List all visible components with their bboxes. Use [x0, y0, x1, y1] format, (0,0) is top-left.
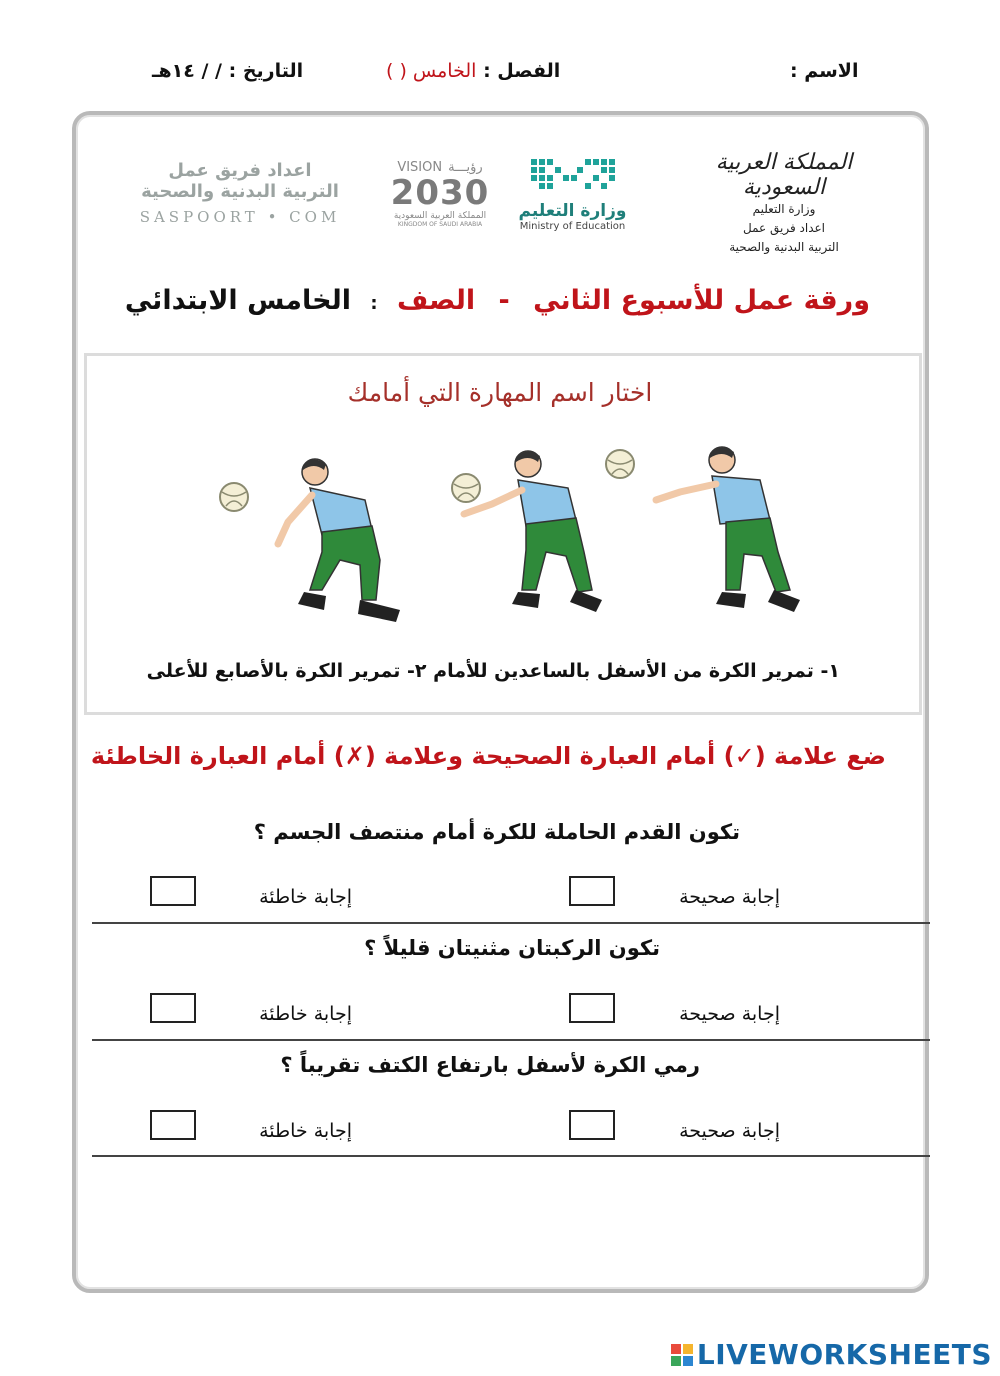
- title-dash: -: [498, 285, 510, 316]
- title-colon: :: [370, 293, 378, 314]
- volleyball-2-icon: [452, 474, 480, 502]
- question-3: رمي الكرة لأسفل بارتفاع الكتف تقريباً ؟: [280, 1053, 700, 1077]
- instruction-text: ضع علامة (✓) أمام العبارة الصحيحة وعلامة (✗) أمام العبارة الخاطئة: [90, 742, 886, 770]
- vision-ar: رؤيـــة: [448, 160, 483, 175]
- name-label: الاسم :: [790, 60, 859, 82]
- date-label: التاريخ :: [228, 60, 304, 82]
- class-value: الخامس ( ): [386, 60, 477, 82]
- grade-label: الصف: [396, 285, 476, 316]
- class-field: [386, 60, 560, 82]
- q2-wrong-checkbox[interactable]: [150, 993, 196, 1023]
- q1-correct-checkbox[interactable]: [569, 876, 615, 906]
- brand-text: LIVEWORKSHEETS: [696, 1338, 992, 1371]
- skills-heading: اختار اسم المهارة التي أمامك: [347, 378, 653, 407]
- date-field: [152, 60, 303, 82]
- q2-correct-checkbox[interactable]: [569, 993, 615, 1023]
- volleyball-illustration: [200, 440, 820, 630]
- volleyball-1-icon: [220, 483, 248, 511]
- kingdom-logo: [684, 150, 884, 257]
- skills-options: ١- تمرير الكرة من الأسفل بالساعدين للأمام ٢- تمرير الكرة بالأصابع للأعلى: [146, 660, 840, 682]
- q1-correct-label: إجابة صحيحة: [679, 886, 780, 908]
- player-1-figure: [278, 459, 400, 622]
- divider: [92, 1155, 930, 1157]
- worksheet-title: [124, 285, 870, 316]
- question-1: تكون القدم الحاملة للكرة أمام منتصف الجسم ؟: [253, 820, 740, 844]
- q3-correct-checkbox[interactable]: [569, 1110, 615, 1140]
- player-3-figure: [656, 447, 800, 612]
- question-2: تكون الركبتان مثنيتان قليلاً ؟: [364, 936, 660, 960]
- moe-name-ar: وزارة التعليم: [518, 201, 627, 221]
- vision-2030-logo: [380, 160, 500, 228]
- team-line-1: اعداد فريق عمل: [168, 160, 312, 181]
- moe-dots-icon: [523, 155, 623, 195]
- q2-wrong-label: إجابة خاطئة: [259, 1003, 352, 1025]
- q1-wrong-checkbox[interactable]: [150, 876, 196, 906]
- volleyball-3-icon: [606, 450, 634, 478]
- team-line-2: التربية البدنية والصحية: [141, 181, 339, 202]
- liveworksheets-logo-icon: [671, 1344, 693, 1366]
- q3-correct-label: إجابة صحيحة: [679, 1120, 780, 1142]
- name-field: [790, 60, 858, 82]
- divider: [92, 1039, 930, 1041]
- vision-sub-en: KINGDOM OF SAUDI ARABIA: [397, 221, 483, 228]
- vision-sub-ar: المملكة العربية السعودية: [393, 211, 487, 221]
- q2-correct-label: إجابة صحيحة: [679, 1003, 780, 1025]
- divider: [92, 922, 930, 924]
- q3-wrong-label: إجابة خاطئة: [259, 1120, 352, 1142]
- team-logo: [115, 160, 365, 226]
- kingdom-line-3: التربية البدنية والصحية: [729, 240, 839, 254]
- worksheet-name: ورقة عمل للأسبوع الثاني: [533, 285, 870, 316]
- moe-logo: [500, 155, 645, 232]
- liveworksheets-brand[interactable]: [671, 1338, 992, 1371]
- kingdom-name: المملكة العربية السعودية: [715, 150, 853, 200]
- moe-name-en: Ministry of Education: [519, 221, 626, 232]
- kingdom-line-2: اعداد فريق عمل: [743, 221, 825, 235]
- team-site: SASPOORT • COM: [139, 208, 341, 226]
- class-label: الفصل :: [483, 60, 561, 82]
- q1-wrong-label: إجابة خاطئة: [259, 886, 352, 908]
- vision-word: VISION: [397, 160, 443, 175]
- vision-year: 2030: [390, 173, 490, 213]
- grade-value: الخامس الابتدائي: [124, 285, 351, 316]
- date-value: / / ١٤هـ: [152, 60, 222, 82]
- kingdom-line-1: وزارة التعليم: [752, 202, 816, 216]
- q3-wrong-checkbox[interactable]: [150, 1110, 196, 1140]
- player-2-figure: [464, 451, 602, 612]
